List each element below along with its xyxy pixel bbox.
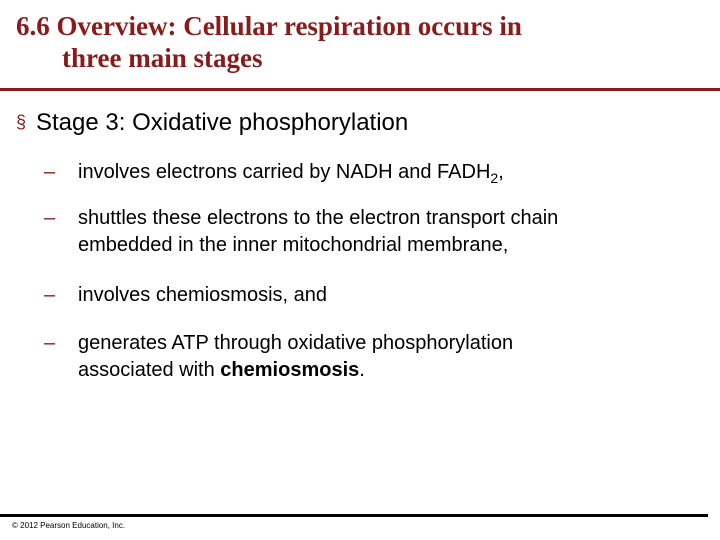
sub-bullet-1-tail: , xyxy=(498,161,504,183)
main-bullet-text: Stage 3: Oxidative phosphorylation xyxy=(36,109,409,136)
sub-bullet-4 xyxy=(44,330,694,384)
dash-icon: – xyxy=(44,207,56,229)
dash-icon: – xyxy=(44,161,56,183)
sub-bullet-2-line2: embedded in the inner mitochondrial membrane, xyxy=(78,234,509,256)
sub-bullet-3 xyxy=(44,282,694,309)
sub-bullet-1-text xyxy=(78,159,694,186)
sub-bullet-4-prefix: associated with xyxy=(78,359,221,381)
dash-icon: – xyxy=(44,332,56,354)
title-divider xyxy=(0,88,720,91)
sub-bullet-1-main: involves electrons carried by NADH and FADH xyxy=(78,161,491,183)
slide-title xyxy=(16,10,706,74)
sub-bullet-1 xyxy=(44,159,694,186)
sub-bullet-2-line1: shuttles these electrons to the electron transport chain xyxy=(78,207,559,229)
footer-divider xyxy=(0,514,708,517)
main-bullet xyxy=(16,108,706,137)
dash-icon: – xyxy=(44,284,56,306)
sub-bullet-4-line2 xyxy=(78,357,694,384)
slide-title-line1: 6.6 Overview: Cellular respiration occurs in xyxy=(16,11,522,41)
slide-title-line2: three main stages xyxy=(62,43,263,73)
sub-bullet-1-subscript: 2 xyxy=(490,170,499,186)
keyword-chemiosmosis: chemiosmosis xyxy=(220,359,360,381)
copyright-notice: © 2012 Pearson Education, Inc. xyxy=(12,521,126,530)
section-bullet-icon: § xyxy=(16,112,27,132)
sub-bullet-4-line1: generates ATP through oxidative phosphorylation xyxy=(78,332,514,354)
sub-bullet-2 xyxy=(44,205,694,259)
sub-bullet-3-text: involves chemiosmosis, and xyxy=(78,284,327,306)
sub-bullet-4-suffix: . xyxy=(359,359,365,381)
